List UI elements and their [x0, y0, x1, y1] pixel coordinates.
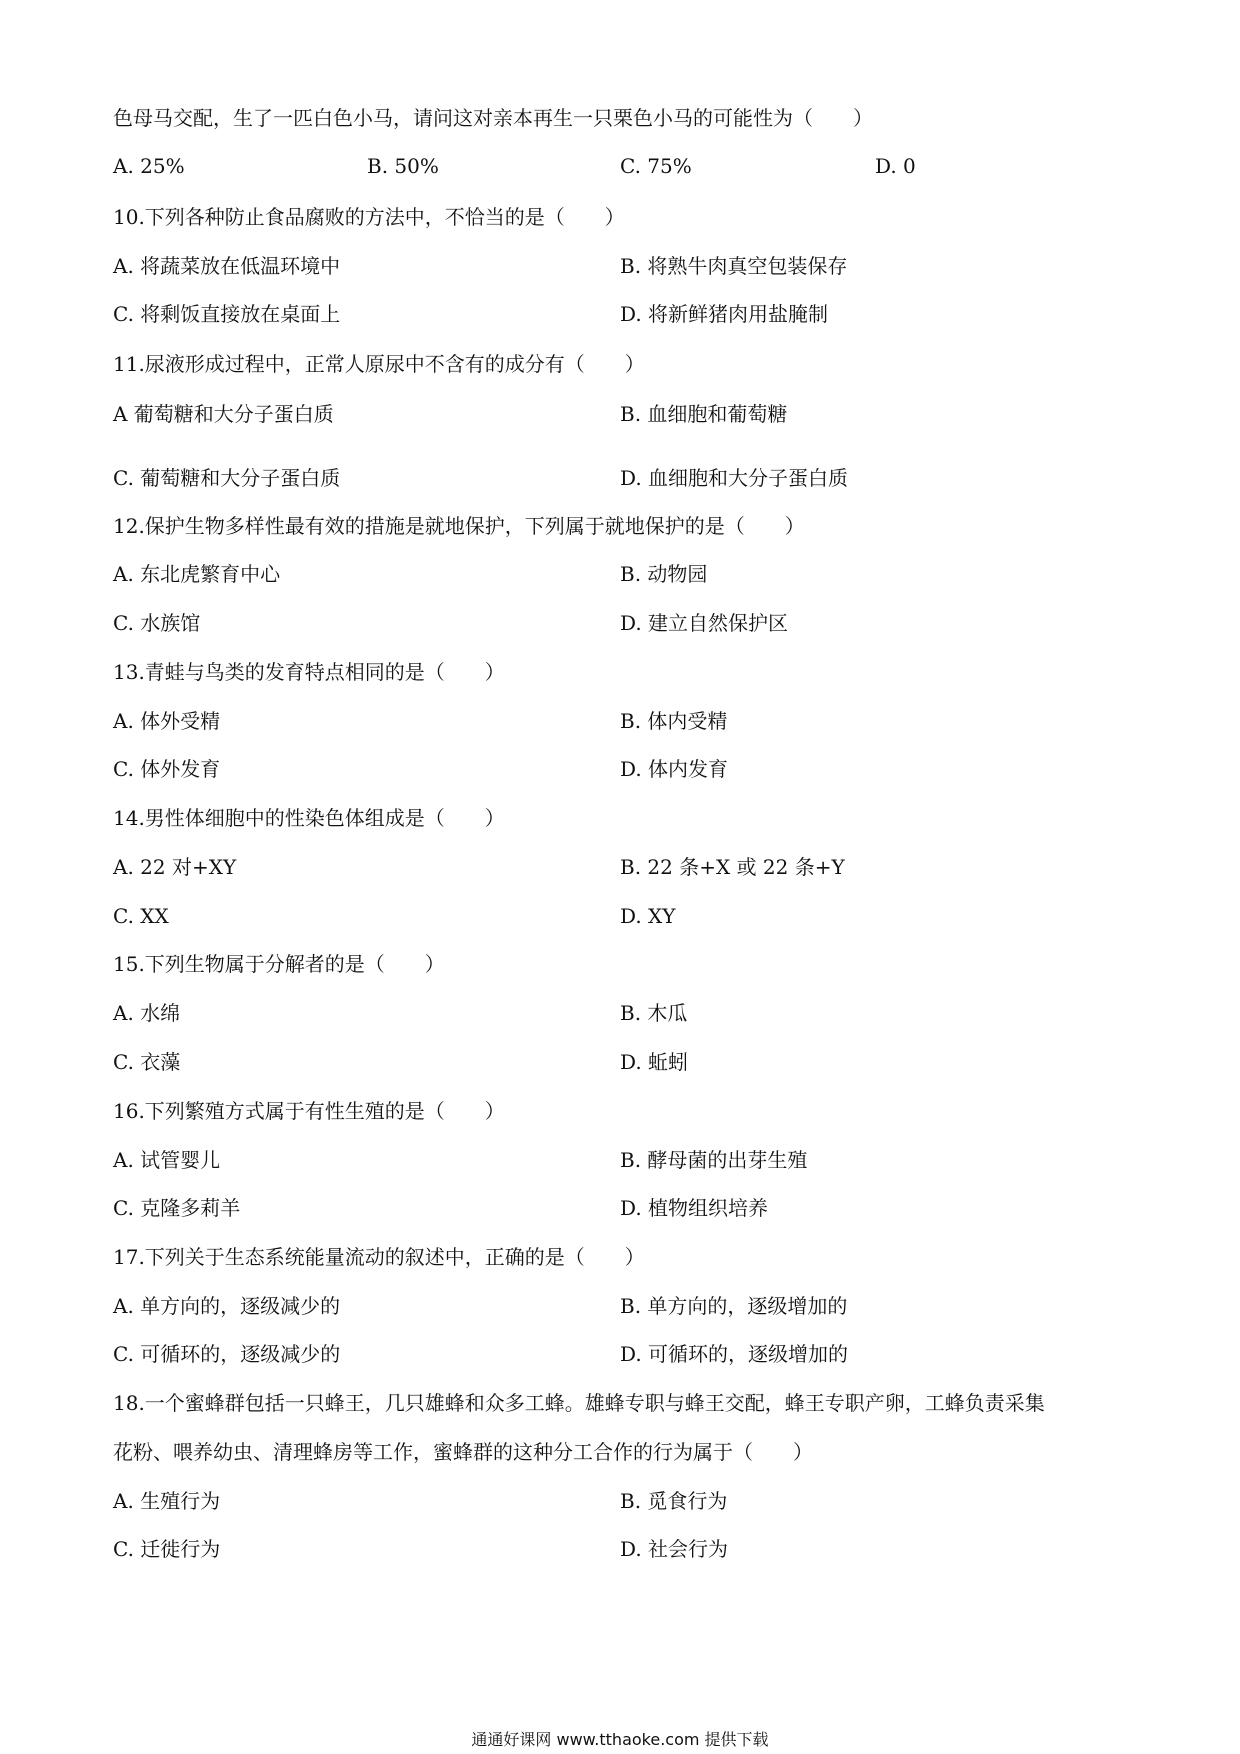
q10-option-c: C. 将剩饭直接放在桌面上 — [113, 302, 341, 326]
q16-option-a: A. 试管婴儿 — [113, 1148, 221, 1172]
q13-option-a: A. 体外受精 — [113, 709, 221, 733]
q10-option-b: B. 将熟牛肉真空包装保存 — [620, 254, 848, 278]
q18-stem-line2: 花粉、喂养幼虫、清理蜂房等工作，蜜蜂群的这种分工合作的行为属于（ ） — [113, 1440, 813, 1464]
q9-option-b: B. 50% — [367, 154, 439, 178]
q14-stem: 14.男性体细胞中的性染色体组成是（ ） — [113, 806, 505, 830]
q10-option-d: D. 将新鲜猪肉用盐腌制 — [620, 302, 829, 326]
q16-option-c: C. 克隆多莉羊 — [113, 1196, 241, 1220]
q11-option-c: C. 葡萄糖和大分子蛋白质 — [113, 466, 341, 490]
q11-option-a: A 葡萄糖和大分子蛋白质 — [113, 402, 334, 426]
q11-option-b: B. 血细胞和葡萄糖 — [620, 402, 788, 426]
q17-option-c: C. 可循环的，逐级减少的 — [113, 1342, 341, 1366]
page-footer: 通通好课网 www.tthaoke.com 提供下载 — [471, 1730, 769, 1749]
q16-stem: 16.下列繁殖方式属于有性生殖的是（ ） — [113, 1099, 505, 1123]
q13-stem: 13.青蛙与鸟类的发育特点相同的是（ ） — [113, 660, 505, 684]
q14-option-d: D. XY — [620, 904, 676, 928]
q15-option-b: B. 木瓜 — [620, 1001, 688, 1025]
q15-stem: 15.下列生物属于分解者的是（ ） — [113, 952, 445, 976]
q17-option-b: B. 单方向的，逐级增加的 — [620, 1294, 848, 1318]
q16-option-b: B. 酵母菌的出芽生殖 — [620, 1148, 808, 1172]
q12-option-a: A. 东北虎繁育中心 — [113, 562, 281, 586]
q9-option-c: C. 75% — [620, 154, 692, 178]
q9-continuation: 色母马交配，生了一匹白色小马，请问这对亲本再生一只栗色小马的可能性为（ ） — [113, 106, 873, 130]
q12-option-c: C. 水族馆 — [113, 611, 201, 635]
q11-option-d: D. 血细胞和大分子蛋白质 — [620, 466, 849, 490]
q12-option-b: B. 动物园 — [620, 562, 708, 586]
q18-option-b: B. 觅食行为 — [620, 1489, 728, 1513]
q15-option-d: D. 蚯蚓 — [620, 1050, 689, 1074]
q17-stem: 17.下列关于生态系统能量流动的叙述中，正确的是（ ） — [113, 1245, 645, 1269]
q13-option-d: D. 体内发育 — [620, 757, 729, 781]
q14-option-a: A. 22 对+XY — [113, 855, 237, 879]
q12-option-d: D. 建立自然保护区 — [620, 611, 789, 635]
q18-option-a: A. 生殖行为 — [113, 1489, 221, 1513]
q13-option-c: C. 体外发育 — [113, 757, 221, 781]
q14-option-c: C. XX — [113, 904, 169, 928]
q9-option-a: A. 25% — [113, 154, 185, 178]
q18-option-d: D. 社会行为 — [620, 1537, 729, 1561]
q18-option-c: C. 迁徙行为 — [113, 1537, 221, 1561]
q15-option-a: A. 水绵 — [113, 1001, 181, 1025]
q15-option-c: C. 衣藻 — [113, 1050, 181, 1074]
q12-stem: 12.保护生物多样性最有效的措施是就地保护，下列属于就地保护的是（ ） — [113, 514, 805, 538]
q10-option-a: A. 将蔬菜放在低温环境中 — [113, 254, 341, 278]
q11-stem: 11.尿液形成过程中，正常人原尿中不含有的成分有（ ） — [113, 352, 645, 376]
q9-option-d: D. 0 — [875, 154, 916, 178]
q18-stem-line1: 18.一个蜜蜂群包括一只蜂王，几只雄蜂和众多工蜂。雄蜂专职与蜂王交配，蜂王专职产卵，工蜂负责采集 — [113, 1391, 1045, 1415]
q16-option-d: D. 植物组织培养 — [620, 1196, 769, 1220]
q10-stem: 10.下列各种防止食品腐败的方法中，不恰当的是（ ） — [113, 205, 625, 229]
q13-option-b: B. 体内受精 — [620, 709, 728, 733]
q17-option-d: D. 可循环的，逐级增加的 — [620, 1342, 849, 1366]
q17-option-a: A. 单方向的，逐级减少的 — [113, 1294, 341, 1318]
q14-option-b: B. 22 条+X 或 22 条+Y — [620, 855, 845, 879]
